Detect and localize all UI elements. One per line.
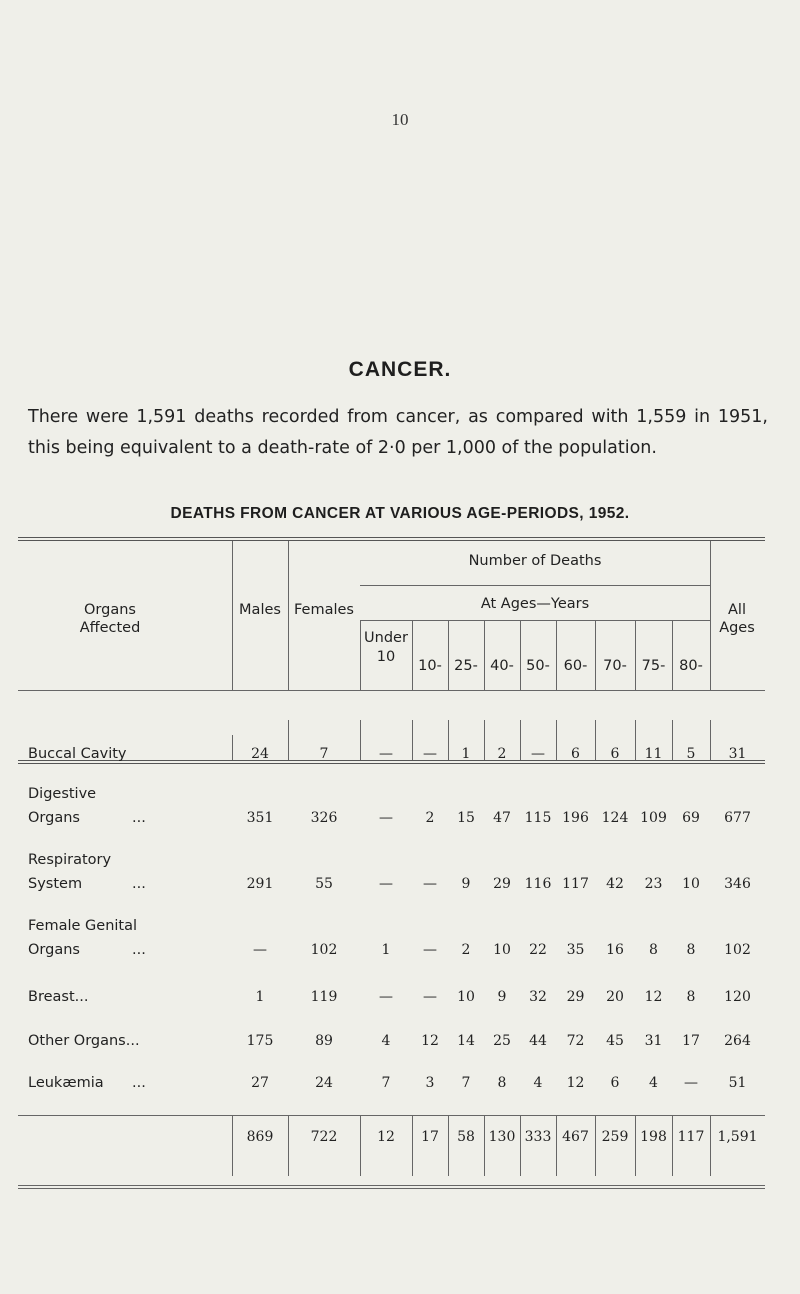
table-cell: 8 bbox=[497, 1075, 507, 1091]
table-cell: 9 bbox=[461, 876, 471, 892]
total-cell: 722 bbox=[310, 1129, 338, 1145]
table-cell: — bbox=[379, 876, 393, 892]
table-cell: 1 bbox=[255, 989, 265, 1005]
totals-divider bbox=[710, 1116, 711, 1176]
table-cell: — bbox=[423, 942, 437, 958]
table-cell: 291 bbox=[246, 876, 274, 892]
table-cell: 9 bbox=[497, 989, 507, 1005]
table-cell: 1 bbox=[381, 942, 391, 958]
age-group-header: Under bbox=[364, 630, 408, 646]
table-cell: 47 bbox=[493, 810, 511, 826]
row-label: Organs bbox=[28, 942, 80, 958]
table-cell: 10 bbox=[457, 989, 475, 1005]
row-label: Buccal Cavity bbox=[28, 746, 127, 762]
table-cell: 2 bbox=[497, 746, 507, 762]
number-of-deaths-rule bbox=[360, 585, 710, 586]
table-cell: 24 bbox=[315, 1075, 333, 1091]
organs-header-2: Affected bbox=[79, 620, 141, 636]
body-divider bbox=[360, 720, 361, 760]
table-cell: 196 bbox=[562, 810, 589, 826]
row-label: Female Genital bbox=[28, 918, 138, 934]
age-group-header: 25- bbox=[454, 658, 478, 674]
all-ages-header: All bbox=[728, 602, 746, 618]
table-cell: 120 bbox=[724, 989, 751, 1005]
at-ages-header: At Ages—Years bbox=[480, 596, 590, 612]
table-cell: — bbox=[423, 876, 437, 892]
males-header: Males bbox=[239, 602, 281, 618]
total-cell: 259 bbox=[601, 1129, 629, 1145]
table-cell: 89 bbox=[315, 1033, 333, 1049]
table-cell: 12 bbox=[566, 1075, 585, 1091]
age-group-header: 50- bbox=[526, 658, 550, 674]
at-ages-rule bbox=[360, 620, 710, 621]
table-cell: 2 bbox=[461, 942, 471, 958]
table-cell: 264 bbox=[724, 1033, 751, 1049]
table-cell: 22 bbox=[529, 942, 547, 958]
totals-divider bbox=[360, 1116, 361, 1176]
table-cell: 31 bbox=[728, 746, 747, 762]
table-cell: 4 bbox=[649, 1075, 658, 1091]
females-header: Females bbox=[294, 602, 354, 618]
total-cell: 333 bbox=[524, 1129, 552, 1145]
table-cell: — bbox=[253, 942, 267, 958]
totals-divider bbox=[595, 1116, 596, 1176]
row-label: System bbox=[28, 876, 83, 892]
table-cell: 12 bbox=[421, 1033, 439, 1049]
totals-divider bbox=[520, 1116, 521, 1176]
totals-divider bbox=[412, 1116, 413, 1176]
table-cell: 31 bbox=[644, 1033, 663, 1049]
table-cell: — bbox=[684, 1075, 698, 1091]
total-cell: 130 bbox=[488, 1129, 516, 1145]
table-cell: 346 bbox=[724, 876, 751, 892]
age-divider bbox=[635, 620, 636, 690]
age-divider bbox=[595, 620, 596, 690]
table-cell: 25 bbox=[493, 1033, 511, 1049]
table-cell: 51 bbox=[728, 1075, 747, 1091]
age-group-header: 40- bbox=[490, 658, 514, 674]
row-label: Respiratory bbox=[28, 852, 112, 868]
table-cell: 115 bbox=[524, 810, 552, 826]
table-cell: 4 bbox=[533, 1075, 543, 1091]
totals-divider bbox=[288, 1116, 289, 1176]
age-divider bbox=[448, 620, 449, 690]
table-cell: 55 bbox=[315, 876, 333, 892]
age-group-header: 75- bbox=[641, 658, 666, 674]
row-dots: ... bbox=[132, 942, 146, 958]
table-end-rule-2 bbox=[18, 1188, 765, 1189]
table-cell: 12 bbox=[644, 989, 663, 1005]
row-label: Organs bbox=[28, 810, 80, 826]
table-cell: — bbox=[379, 746, 393, 762]
table-cell: 4 bbox=[381, 1033, 391, 1049]
table-cell: 29 bbox=[493, 876, 511, 892]
header-bottom-rule bbox=[18, 690, 765, 691]
totals-divider bbox=[635, 1116, 636, 1176]
table-cell: 23 bbox=[644, 876, 663, 892]
age-divider bbox=[556, 620, 557, 690]
table-cell: 124 bbox=[601, 810, 629, 826]
table-cell: 8 bbox=[686, 989, 696, 1005]
table-cell: 109 bbox=[640, 810, 667, 826]
page-title: CANCER. bbox=[348, 358, 452, 381]
totals-divider bbox=[448, 1116, 449, 1176]
total-cell: 869 bbox=[246, 1129, 274, 1145]
table-cell: 175 bbox=[246, 1033, 274, 1049]
table-cell: 1 bbox=[461, 746, 471, 762]
page-number: 10 bbox=[391, 110, 409, 129]
table-cell: 6 bbox=[610, 1075, 620, 1091]
age-group-header: 60- bbox=[563, 658, 588, 674]
table-top-rule-2 bbox=[18, 540, 765, 541]
table-cell: 45 bbox=[606, 1033, 624, 1049]
total-cell: 198 bbox=[640, 1129, 667, 1145]
table-cell: 10 bbox=[682, 876, 700, 892]
all-ages-header-2: Ages bbox=[719, 620, 755, 636]
table-bottom-rule-2 bbox=[18, 763, 765, 764]
row-label: Other Organs... bbox=[28, 1033, 140, 1049]
table-cell: 8 bbox=[649, 942, 658, 958]
row-label: Leukæmia bbox=[28, 1075, 104, 1091]
row-label: Breast... bbox=[28, 989, 89, 1005]
age-divider bbox=[520, 620, 521, 690]
table-title: DEATHS FROM CANCER AT VARIOUS AGE-PERIODS, 1952. bbox=[170, 505, 630, 522]
table-cell: 8 bbox=[686, 942, 696, 958]
totals-rule bbox=[18, 1115, 765, 1116]
age-group-header: 10- bbox=[418, 658, 442, 674]
age-group-header: 70- bbox=[603, 658, 627, 674]
table-cell: 102 bbox=[724, 942, 751, 958]
table-end-rule bbox=[18, 1185, 765, 1186]
age-group-header: 80- bbox=[679, 658, 703, 674]
total-cell: 1,591 bbox=[717, 1129, 758, 1145]
table-cell: 29 bbox=[566, 989, 585, 1005]
age-divider bbox=[484, 620, 485, 690]
table-cell: 27 bbox=[251, 1075, 269, 1091]
total-cell: 467 bbox=[562, 1129, 589, 1145]
total-cell: 58 bbox=[457, 1129, 475, 1145]
table-cell: 10 bbox=[493, 942, 511, 958]
table-cell: 3 bbox=[425, 1075, 435, 1091]
table-cell: 17 bbox=[682, 1033, 700, 1049]
row-dots: ... bbox=[132, 876, 146, 892]
table-cell: 5 bbox=[686, 746, 696, 762]
table-cell: 6 bbox=[571, 746, 580, 762]
table-cell: 72 bbox=[566, 1033, 585, 1049]
table-cell: 69 bbox=[682, 810, 700, 826]
table-cell: — bbox=[423, 746, 437, 762]
number-of-deaths-header: Number of Deaths bbox=[468, 553, 602, 569]
table-cell: — bbox=[379, 810, 393, 826]
row-dots: ... bbox=[132, 1075, 146, 1091]
totals-divider bbox=[232, 1116, 233, 1176]
body-divider bbox=[288, 720, 289, 760]
table-cell: 7 bbox=[461, 1075, 471, 1091]
table-cell: 326 bbox=[310, 810, 338, 826]
table-cell: 11 bbox=[644, 746, 663, 762]
table-cell: 42 bbox=[606, 876, 624, 892]
totals-divider bbox=[556, 1116, 557, 1176]
table-cell: — bbox=[531, 746, 545, 762]
table-cell: 24 bbox=[251, 746, 269, 762]
total-cell: 17 bbox=[421, 1129, 439, 1145]
table-cell: 7 bbox=[381, 1075, 391, 1091]
body-divider bbox=[232, 735, 233, 760]
age-group-header: 10 bbox=[376, 649, 396, 665]
totals-divider bbox=[484, 1116, 485, 1176]
table-cell: — bbox=[423, 989, 437, 1005]
table-cell: 35 bbox=[566, 942, 585, 958]
table-cell: 116 bbox=[524, 876, 552, 892]
table-cell: 20 bbox=[606, 989, 624, 1005]
organs-header: Organs bbox=[84, 602, 136, 618]
table-cell: 117 bbox=[562, 876, 589, 892]
table-cell: 15 bbox=[457, 810, 475, 826]
table-top-rule bbox=[18, 537, 765, 538]
total-cell: 12 bbox=[377, 1129, 395, 1145]
intro-paragraph: There were 1,591 deaths recorded from cancer, as compared with 1,559 in 1951, this being equivalent to a death-rate of 2·0 per 1,000 of the population. bbox=[28, 407, 768, 458]
table-cell: 2 bbox=[425, 810, 435, 826]
total-cell: 117 bbox=[677, 1129, 705, 1145]
table-cell: — bbox=[379, 989, 393, 1005]
table-cell: 16 bbox=[606, 942, 624, 958]
table-cell: 6 bbox=[610, 746, 620, 762]
table-cell: 351 bbox=[246, 810, 274, 826]
table-cell: 119 bbox=[310, 989, 338, 1005]
table-cell: 44 bbox=[529, 1033, 547, 1049]
row-dots: ... bbox=[132, 810, 146, 826]
age-divider bbox=[672, 620, 673, 690]
table-cell: 677 bbox=[724, 810, 751, 826]
table-cell: 14 bbox=[457, 1033, 475, 1049]
table-cell: 32 bbox=[529, 989, 547, 1005]
table-cell: 102 bbox=[310, 942, 338, 958]
row-label: Digestive bbox=[28, 786, 97, 802]
totals-divider bbox=[672, 1116, 673, 1176]
table-cell: 7 bbox=[319, 746, 329, 762]
